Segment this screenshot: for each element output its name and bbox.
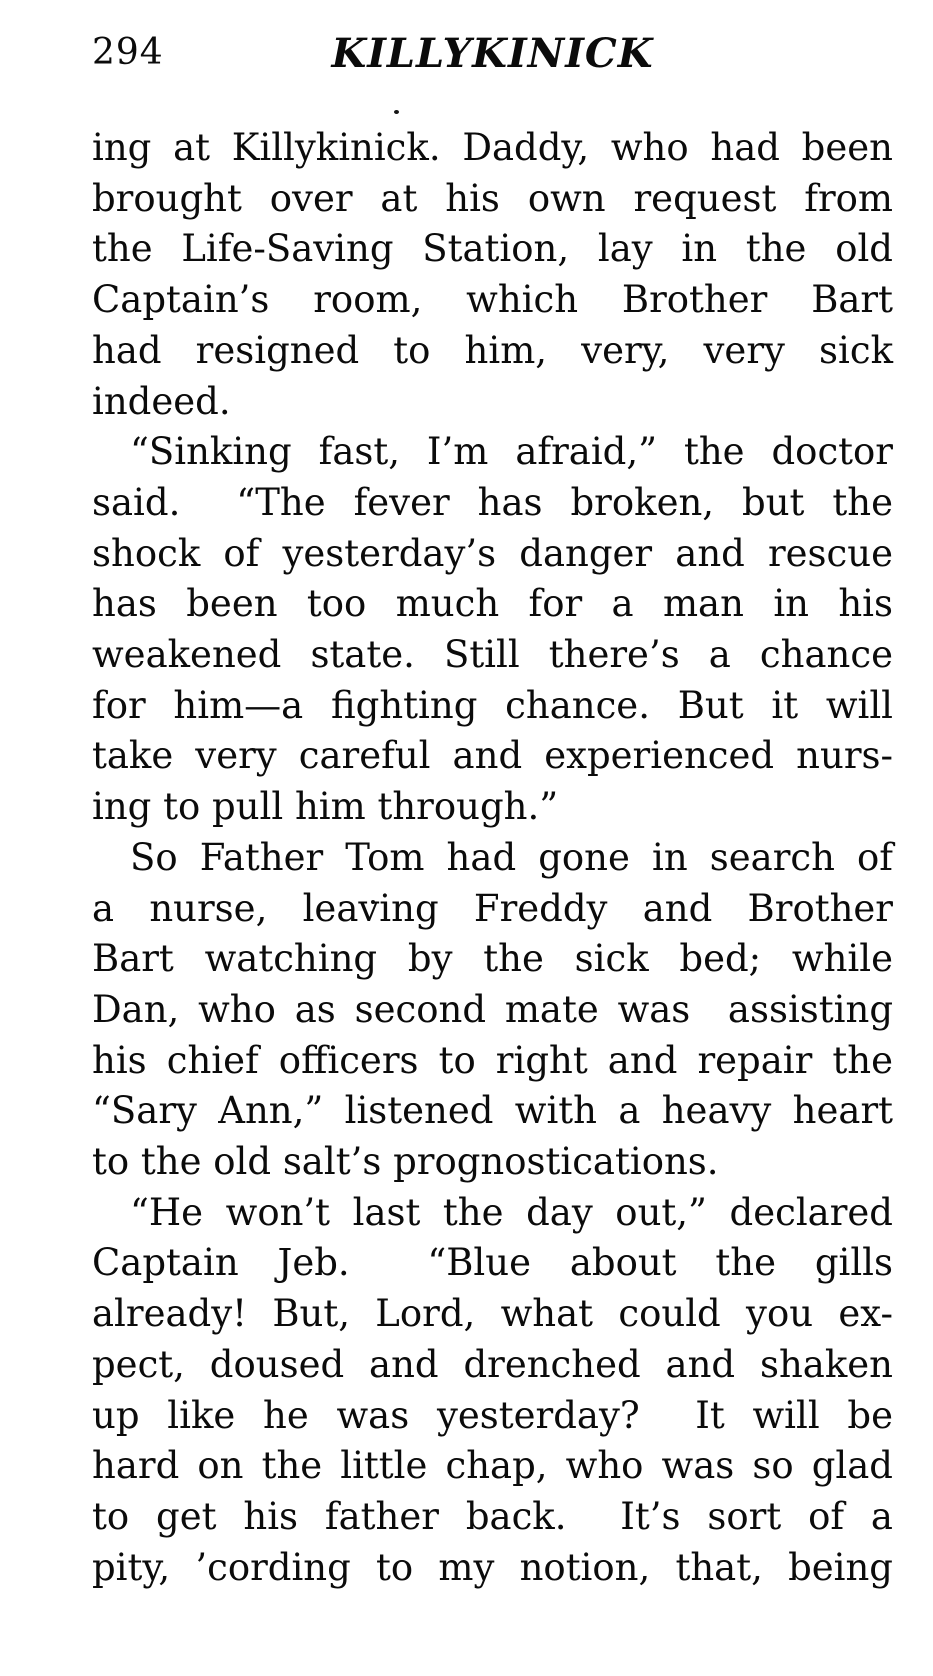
- text-line: the Life-Saving Station, lay in the old: [92, 227, 893, 271]
- text-line: “He won’t last the day out,” declared: [130, 1190, 893, 1234]
- text-line: ing to pull him through.”: [92, 785, 559, 829]
- text-line: said. “The fever has broken, but the: [92, 480, 893, 524]
- text-line: already! But, Lord, what could you ex-: [92, 1292, 893, 1336]
- ink-speck: [394, 110, 399, 114]
- text-line: has been too much for a man in his: [92, 582, 893, 626]
- text-line: to get his father back. It’s sort of a: [92, 1494, 893, 1538]
- paragraph: [92, 427, 893, 833]
- text-line: for him—a fighting chance. But it will: [92, 683, 893, 727]
- text-line: his chief officers to right and repair the: [92, 1038, 893, 1082]
- text-line: Dan, who as second mate was assisting: [92, 987, 893, 1031]
- text-line: weakened state. Still there’s a chance: [92, 633, 893, 677]
- text-line: a nurse, leaving Freddy and Brother: [92, 886, 893, 930]
- page-number: 294: [92, 32, 164, 73]
- text-line: “Sinking fast, I’m afraid,” the doctor: [130, 430, 893, 474]
- paragraph: [92, 123, 893, 427]
- text-line: So Father Tom had gone in search of: [130, 835, 893, 879]
- text-line: pect, doused and drenched and shaken: [92, 1342, 893, 1386]
- text-line: had resigned to him, very, very sick: [92, 328, 893, 372]
- text-line: brought over at his own request from: [92, 176, 893, 220]
- text-line: Captain Jeb. “Blue about the gills: [92, 1241, 893, 1285]
- text-line: up like he was yesterday? It will be: [92, 1393, 893, 1437]
- text-line: Bart watching by the sick bed; while: [92, 937, 893, 981]
- page-header: [92, 30, 893, 80]
- text-line: shock of yesterday’s danger and rescue: [92, 531, 893, 575]
- paragraph: [92, 833, 893, 1188]
- text-line: “Sary Ann,” listened with a heavy heart: [92, 1089, 893, 1133]
- text-line: to the old salt’s prognostications.: [92, 1140, 719, 1184]
- text-line: indeed.: [92, 379, 231, 423]
- text-line: hard on the little chap, who was so glad: [92, 1444, 893, 1488]
- text-line: pity, ’cording to my notion, that, being: [92, 1545, 893, 1589]
- paragraph: [92, 1188, 893, 1594]
- body-text: [92, 123, 893, 1593]
- text-line: Captain’s room, which Brother Bart: [92, 278, 893, 322]
- running-title: KILLYKINICK: [331, 30, 654, 77]
- text-line: take very careful and experienced nurs-: [92, 734, 893, 778]
- text-line: ing at Killykinick. Daddy, who had been: [92, 126, 893, 169]
